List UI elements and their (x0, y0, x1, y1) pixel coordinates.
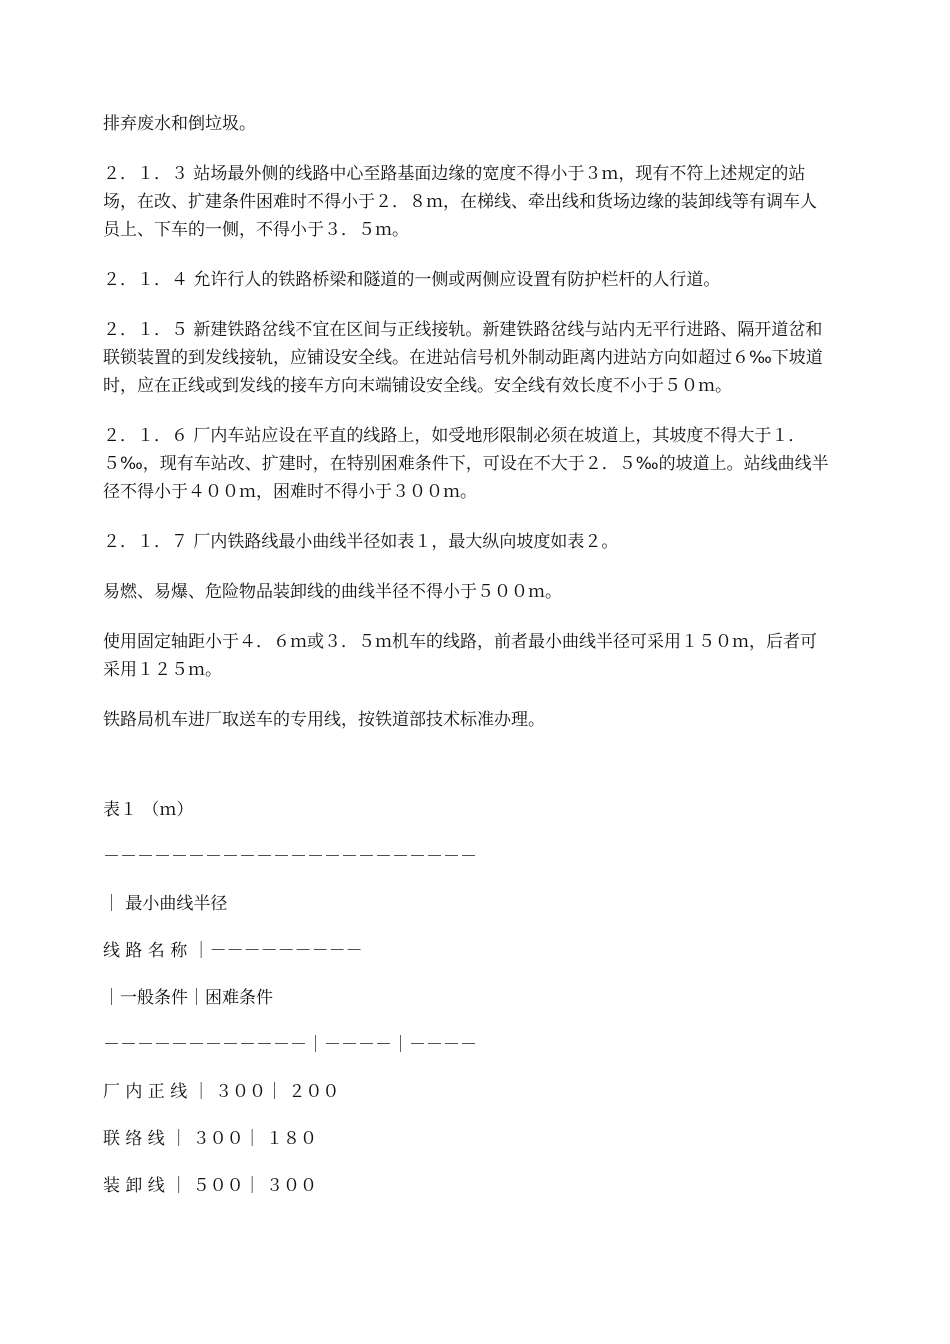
clause-2-1-7: ２．１．７ 厂内铁路线最小曲线半径如表１，最大纵向坡度如表２。 (103, 532, 619, 552)
clause-2-1-3: ２．１．３ 站场最外侧的线路中心至路基面边缘的宽度不得小于３ｍ，现有不符上述规定的站场，在改、扩建条件困难时不得小于２．８ｍ，在梯线、牵出线和货场边缘的装卸线等有调车人员上、下车的一侧，不得小于３．５ｍ。 (103, 164, 817, 240)
table-header-line-2: 线 路 名 称 ｜－－－－－－－－－ (103, 941, 363, 961)
clause-2-1-4: ２．１．４ 允许行人的铁路桥梁和隧道的一侧或两侧应设置有防护栏杆的人行道。 (103, 270, 721, 290)
clause-2-1-5: ２．１．５ 新建铁路岔线不宜在区间与正线接轨。新建铁路岔线与站内无平行进路、隔开道岔和联锁装置的到发线接轨，应铺设安全线。在进站信号机外制动距离内进站方向如超过６‰下坡道时，应在正线或到发线的接车方向末端铺设安全线。安全线有效长度不小于５０ｍ。 (103, 320, 823, 396)
table-rule-top: －－－－－－－－－－－－－－－－－－－－－－ (103, 847, 477, 867)
table-caption: 表１ （ｍ） (103, 800, 194, 820)
paragraph-railway-bureau: 铁路局机车进厂取送车的专用线，按铁道部技术标准办理。 (103, 710, 545, 730)
paragraph-hazardous-lines: 易燃、易爆、危险物品装卸线的曲线半径不得小于５００ｍ。 (103, 582, 562, 602)
clause-2-1-6: ２．１．６ 厂内车站应设在平直的线路上，如受地形限制必须在坡道上，其坡度不得大于１．５‰，现有车站改、扩建时，在特别困难条件下，可设在不大于２．５‰的坡道上。站线曲线半径不得小于４００ｍ，困难时不得小于３００ｍ。 (103, 426, 829, 502)
table-row: 厂 内 正 线 ｜ ３００｜ ２００ (103, 1082, 340, 1102)
table-rule-mid: －－－－－－－－－－－－｜－－－－｜－－－－ (103, 1035, 477, 1055)
table-row: 装 卸 线 ｜ ５００｜ ３００ (103, 1176, 318, 1196)
table-header-line-1: ｜ 最小曲线半径 (103, 894, 228, 914)
table-row: 联 络 线 ｜ ３００｜ １８０ (103, 1129, 318, 1149)
paragraph-continuation: 排弃废水和倒垃圾。 (103, 114, 256, 134)
table-1 (103, 796, 833, 1200)
table-header-line-3: ｜一般条件｜困难条件 (103, 988, 273, 1008)
document-page (103, 110, 833, 1219)
paragraph-wheelbase: 使用固定轴距小于４．６ｍ或３．５ｍ机车的线路，前者最小曲线半径可采用１５０ｍ，后者可采用１２５ｍ。 (103, 632, 817, 680)
